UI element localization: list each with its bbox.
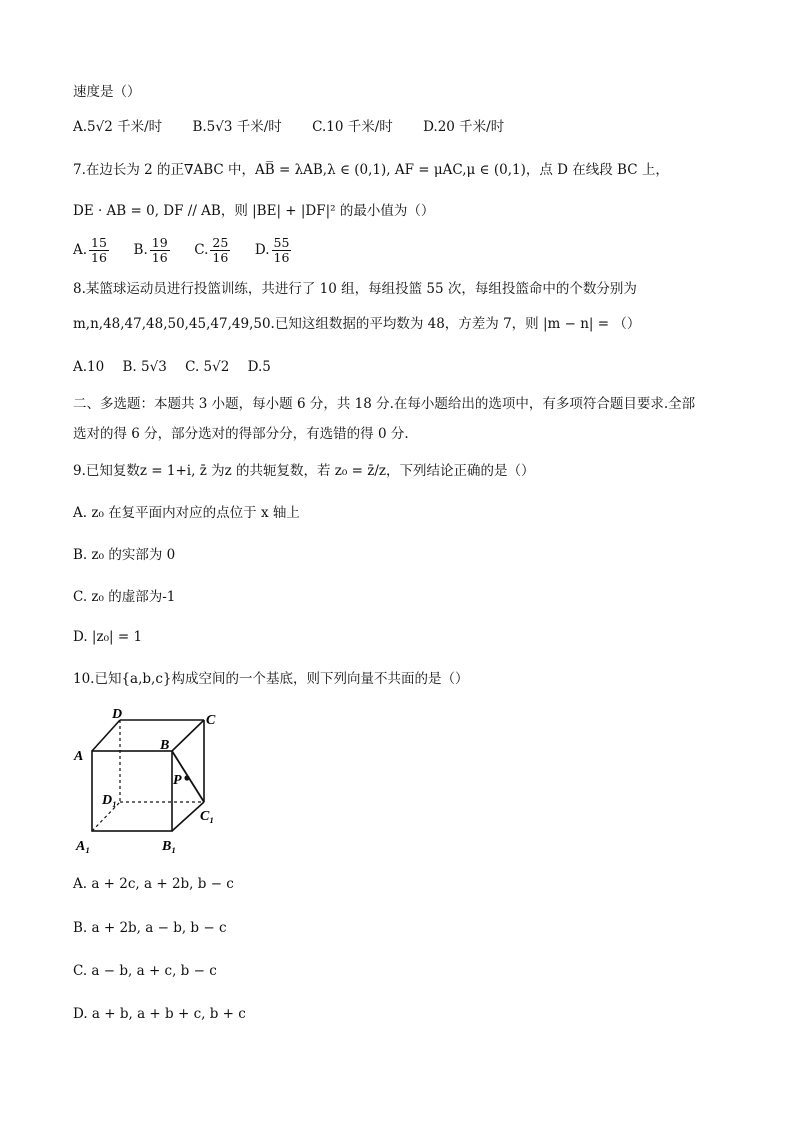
q8-option-b[interactable]: B. 5√3 <box>122 359 167 375</box>
label-C: C <box>206 713 216 728</box>
q7-option-a[interactable] <box>73 235 111 265</box>
q7-option-d-label: D. <box>254 242 270 258</box>
q6-option-a[interactable]: A.5√2 千米/时 <box>73 119 163 135</box>
q8-option-a[interactable]: A.10 <box>73 359 105 375</box>
q6-options <box>73 117 530 137</box>
q7-option-c-den: 16 <box>212 250 229 265</box>
label-A: A <box>74 749 84 764</box>
q10-option-b[interactable]: B. a + 2b, a − b, b − c <box>73 920 227 936</box>
cube-figure <box>72 706 232 856</box>
q6-option-d[interactable]: D.20 千米/时 <box>423 119 505 135</box>
q6-option-c[interactable]: C.10 千米/时 <box>312 119 393 135</box>
q7-option-d-num: 55 <box>273 235 290 250</box>
q7-option-c-label: C. <box>194 242 209 258</box>
q6-option-b[interactable]: B.5√3 千米/时 <box>192 119 282 135</box>
q7-option-b-label: B. <box>133 242 148 258</box>
q10-option-a[interactable]: A. a + 2c, a + 2b, b − c <box>73 876 234 892</box>
q9-option-c[interactable]: C. z₀ 的虚部为-1 <box>73 589 176 605</box>
q7-option-a-label: A. <box>73 242 88 258</box>
q7-stem-line2: DE · AB = 0, DF // AB，则 |BE| + |DF|² 的最小值为（） <box>73 203 435 219</box>
q7-option-b-den: 16 <box>151 250 168 265</box>
label-P: P <box>173 773 182 788</box>
section2-heading-line1: 二、多选题：本题共 3 小题，每小题 6 分，共 18 分.在每小题给出的选项中，有多项符合题目要求.全部 <box>73 396 696 412</box>
q7-options <box>73 236 293 265</box>
label-D1: D₁ <box>102 793 117 808</box>
section2-heading-line2: 选对的得 6 分，部分选对的得部分分，有选错的得 0 分. <box>73 426 409 442</box>
q8-stem-line2: m,n,48,47,48,50,45,47,49,50.已知这组数据的平均数为 48，方差为 7，则 |m − n| = （） <box>73 316 641 332</box>
q7-option-d-den: 16 <box>273 250 290 265</box>
q9-option-d[interactable]: D. |z₀| = 1 <box>73 629 143 645</box>
label-B: B <box>160 738 170 753</box>
q7-option-d[interactable] <box>254 235 294 265</box>
label-A1: A₁ <box>76 839 91 854</box>
q7-option-c[interactable] <box>194 235 232 265</box>
q7-option-b-num: 19 <box>151 235 168 250</box>
q7-option-a-num: 15 <box>91 235 107 250</box>
q10-option-d[interactable]: D. a + b, a + b + c, b + c <box>73 1006 246 1022</box>
q10-stem: 10.已知{a,b,c}构成空间的一个基底，则下列向量不共面的是（） <box>73 671 469 687</box>
q7-option-c-num: 25 <box>212 235 229 250</box>
q9-option-a[interactable]: A. z₀ 在复平面内对应的点位于 x 轴上 <box>73 505 300 521</box>
q10-option-c[interactable]: C. a − b, a + c, b − c <box>73 963 217 979</box>
q7-option-a-den: 16 <box>91 250 107 265</box>
label-D: D <box>112 707 123 722</box>
q8-options <box>73 357 297 377</box>
q8-option-d[interactable]: D.5 <box>247 359 271 375</box>
q7-option-b[interactable] <box>133 235 172 265</box>
q6-stem-tail: 速度是（） <box>73 84 141 100</box>
q8-stem-line1: 8.某篮球运动员进行投篮训练，共进行了 10 组，每组投篮 55 次，每组投篮命中的个数分别为 <box>73 281 637 297</box>
q9-stem: 9.已知复数z = 1+i, z̄ 为z 的共轭复数，若 z₀ = z̄/z，下列结论正确的是（） <box>73 463 535 479</box>
q8-option-c[interactable]: C. 5√2 <box>185 359 230 375</box>
q9-option-b[interactable]: B. z₀ 的实部为 0 <box>73 547 176 563</box>
label-B1: B₁ <box>162 839 177 854</box>
q7-stem-line1: 7.在边长为 2 的正∇ABC 中，AB̅ = λAB,λ ∈ (0,1), AF = μAC,μ ∈ (0,1)，点 D 在线段 BC 上， <box>73 162 669 178</box>
label-C1: C₁ <box>200 809 215 824</box>
